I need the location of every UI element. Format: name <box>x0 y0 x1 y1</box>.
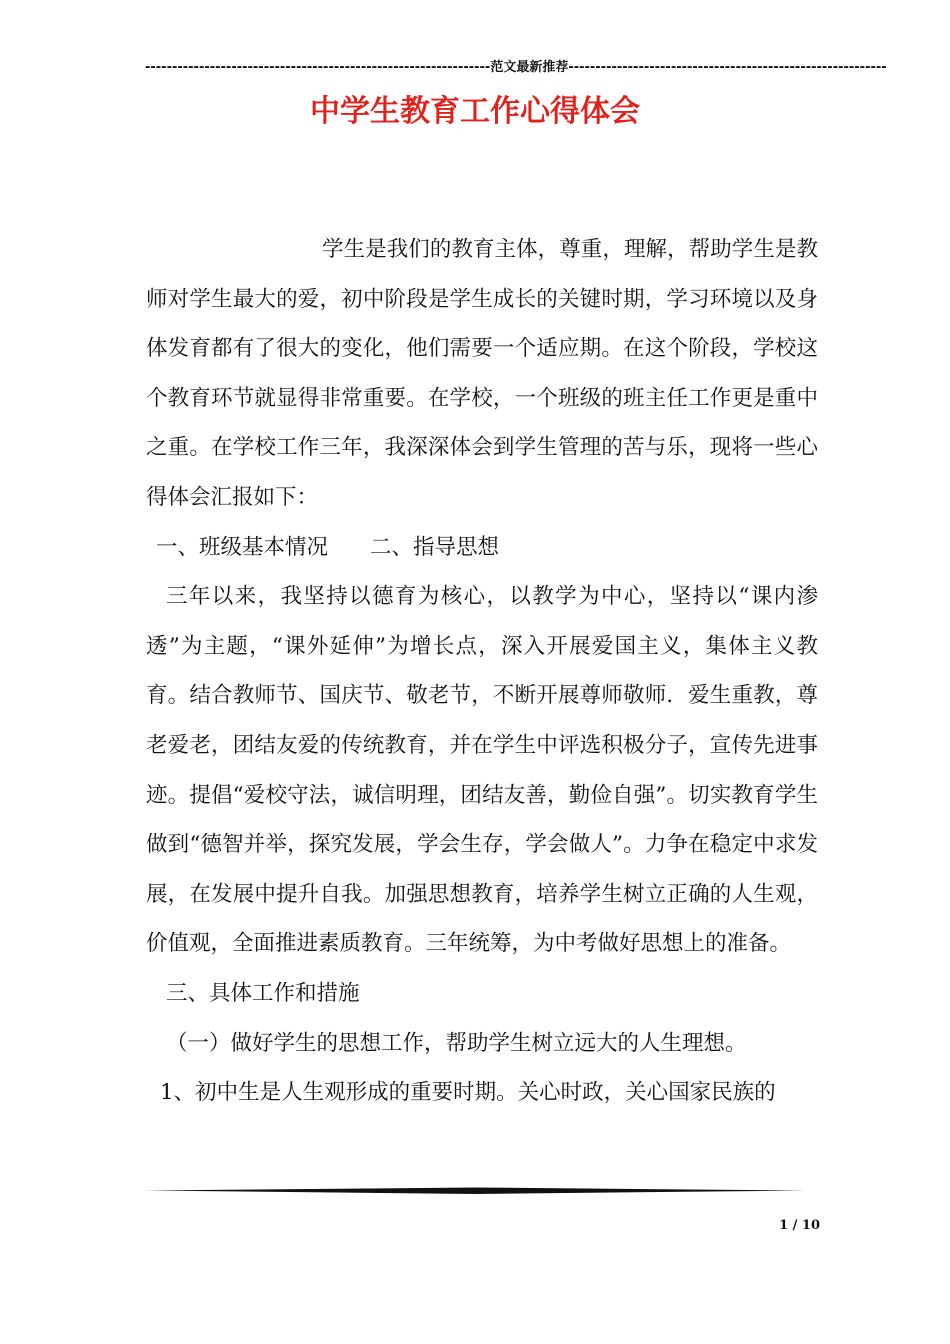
section-heading-guiding-thought: 二、指导思想 <box>370 534 500 560</box>
section-heading-specific-measures: 三、具体工作和措施 <box>166 980 360 1006</box>
section-heading-basic-situation: 一、班级基本情况 <box>156 534 329 560</box>
paragraph-intro: 学生是我们的教育主体，尊重，理解，帮助学生是教师对学生最大的爱，初中阶段是学生成长的关键时期，学习环境以及身体发育都有了很大的变化，他们需要一个适应期。在这个阶段，学校这个教育环节就显得非常重要。在学校，一个班级的班主任工作更是重中之重。在学校工作三年，我深深体会到学生管理的苦与乐，现将一些心得体会汇报如下： <box>146 237 818 510</box>
document-title: 中学生教育工作心得体会 <box>310 94 640 129</box>
header-banner: ----------------------------------------------------------------范文最新推荐----------------------------------------------------------- <box>145 60 887 75</box>
list-item-1: 1、初中生是人生观形成的重要时期。关心时政，关心国家民族的 <box>160 1080 776 1106</box>
document-body <box>146 225 818 1118</box>
sub-heading-ideological-work: （一）做好学生的思想工作，帮助学生树立远大的人生理想。 <box>166 1030 747 1056</box>
page-number: 1 / 10 <box>779 1218 820 1233</box>
paragraph-guiding-thought: 三年以来，我坚持以德育为核心，以教学为中心，坚持以“课内渗透”为主题，“课外延伸”为增长点，深入开展爱国主义，集体主义教育。结合教师节、国庆节、敬老节，不断开展尊师敬师．爱生重教，尊老爱老，团结友爱的传统教育，并在学生中评选积极分子，宣传先进事迹。提倡“爱校守法，诚信明理，团结友善，勤俭自强”。切实教育学生做到“德智并举，探究发展，学会生存，学会做人”。力争在稳定中求发展，在发展中提升自我。加强思想教育，培养学生树立正确的人生观，价值观，全面推进素质教育。三年统筹，为中考做好思想上的准备。 <box>146 584 818 957</box>
section-headings-row <box>146 523 818 573</box>
footer-divider <box>145 1187 805 1195</box>
